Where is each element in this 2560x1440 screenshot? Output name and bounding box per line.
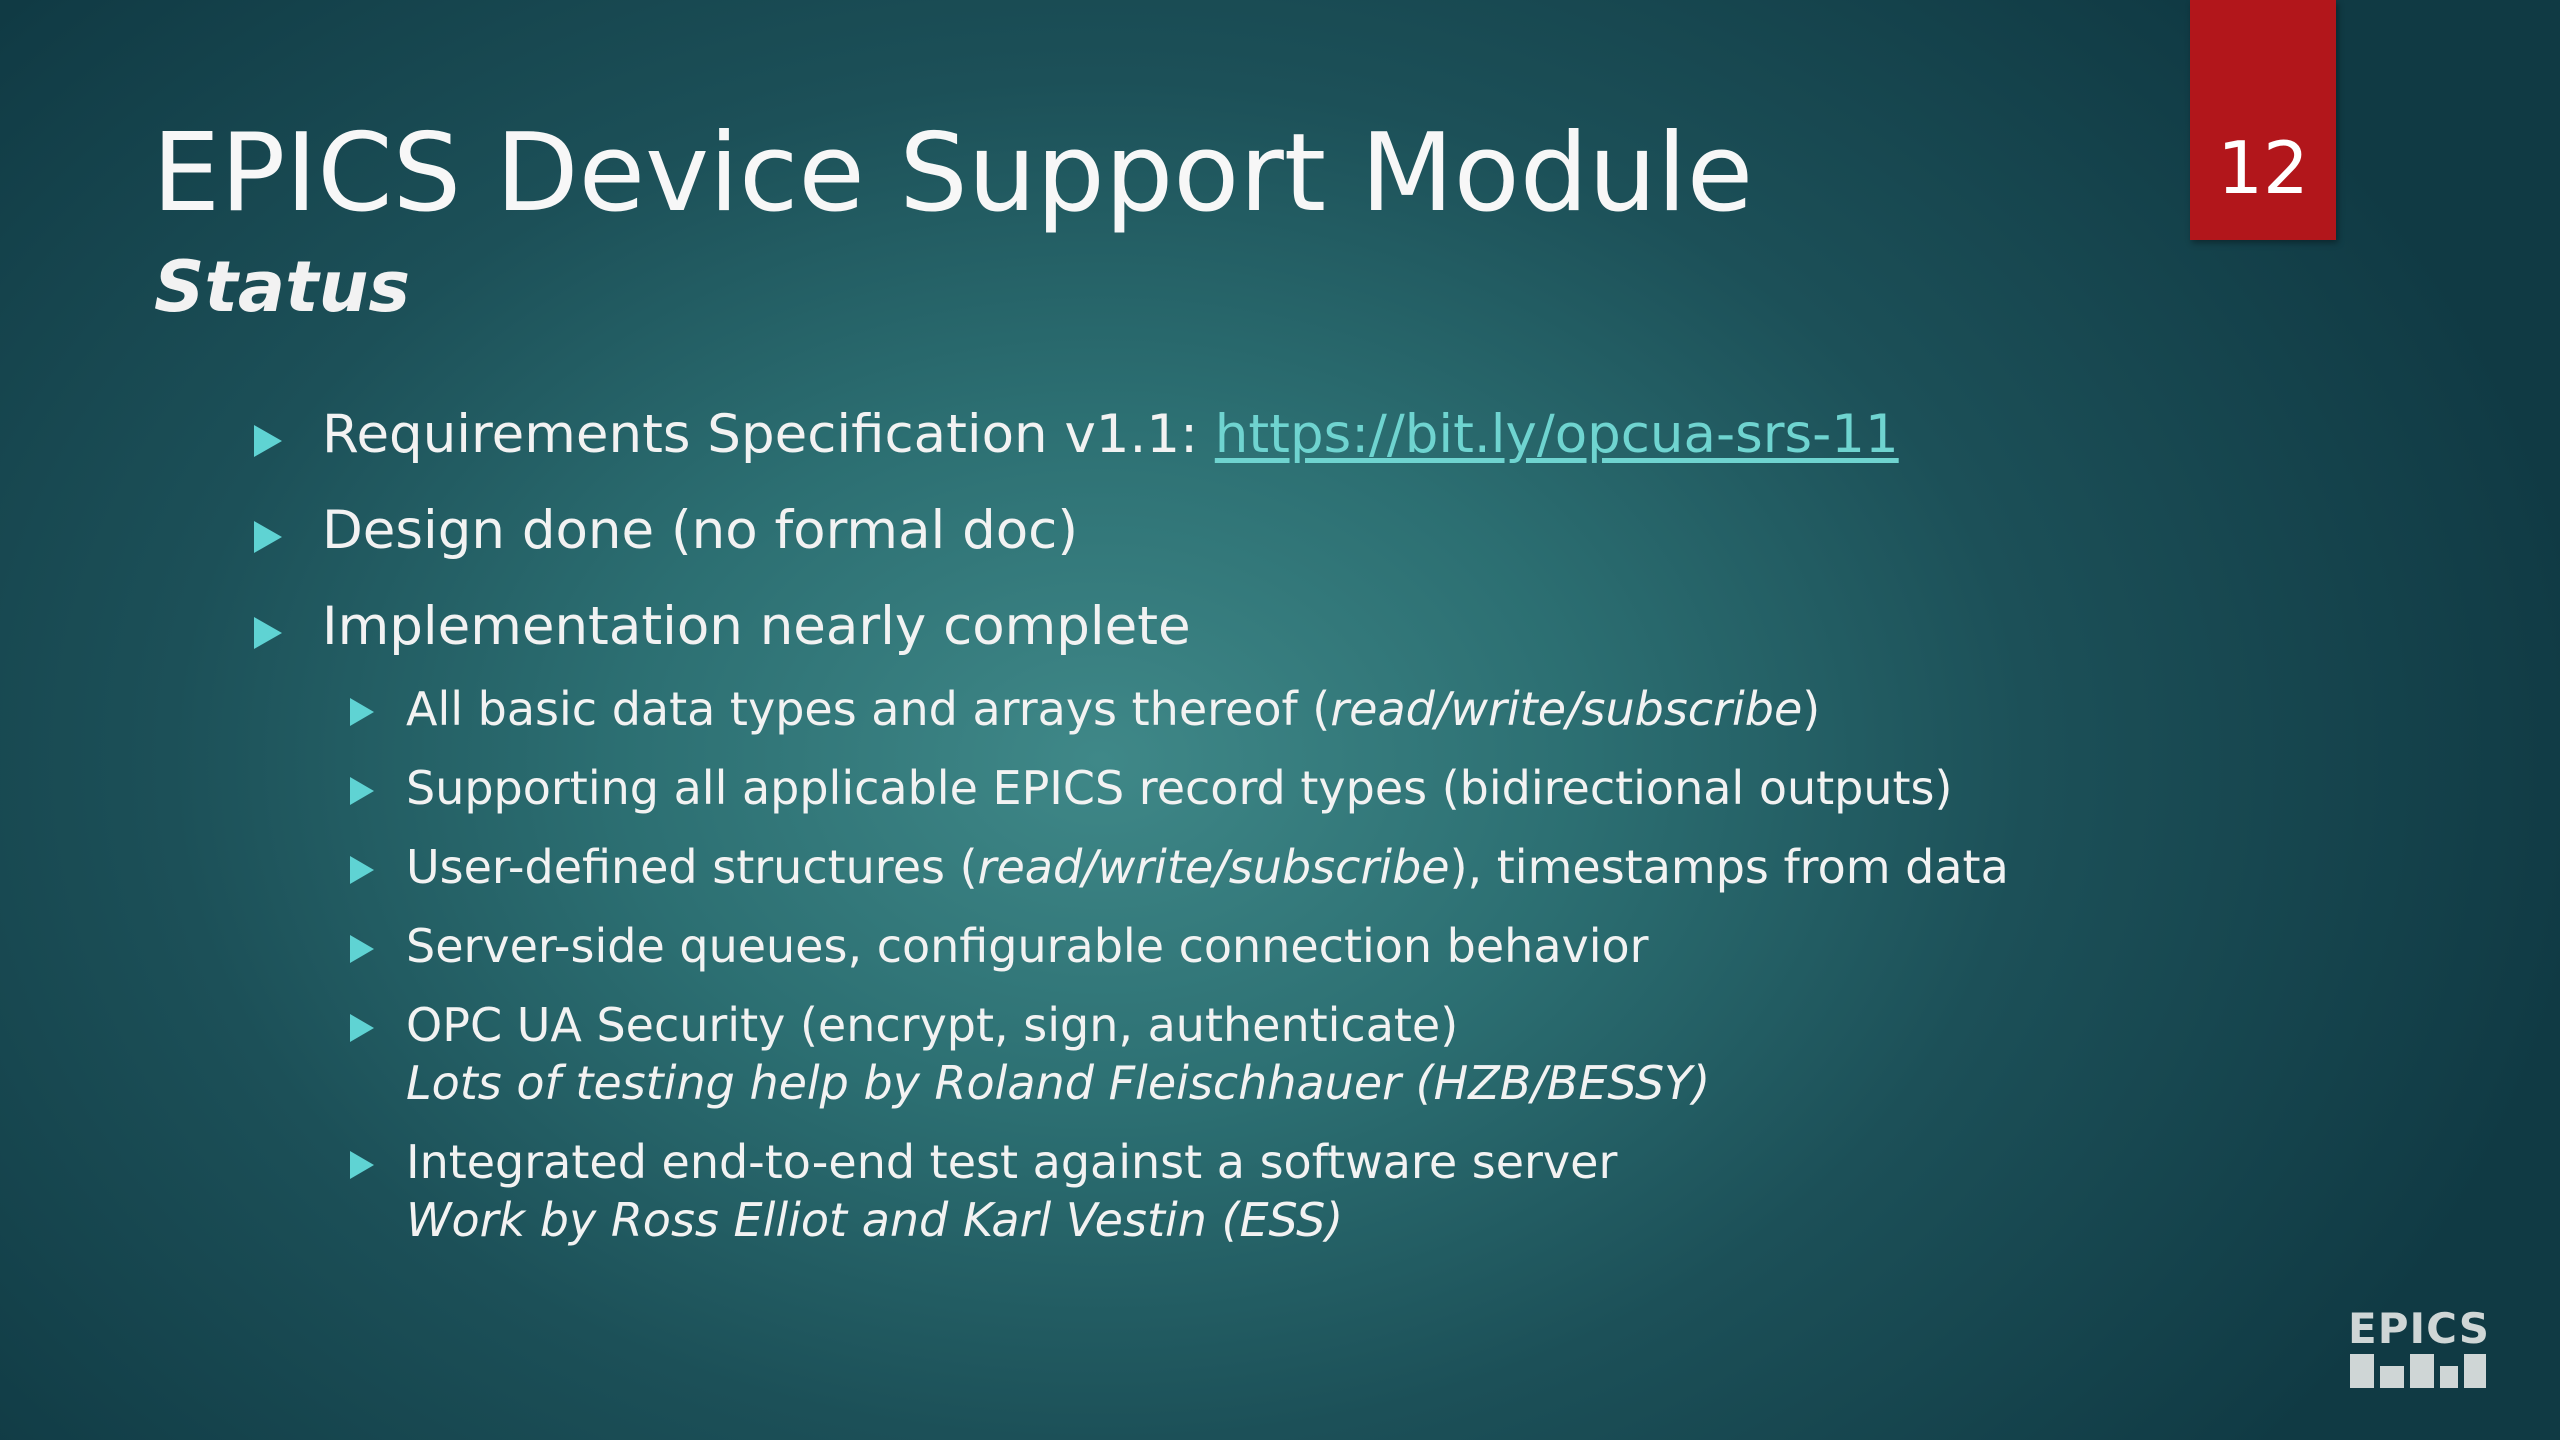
bullet-text: OPC UA Security (encrypt, sign, authenticate) [406, 998, 1459, 1052]
page-number: 12 [2217, 126, 2309, 210]
logo-bar-segment [2464, 1354, 2486, 1388]
logo-bar-segment [2440, 1366, 2458, 1388]
bullet-arrow-icon [350, 856, 374, 884]
bullet-design [322, 500, 1078, 562]
bullet-arrow-icon [254, 617, 282, 649]
bullet-text: All basic data types and arrays thereof ( [406, 682, 1331, 736]
bullet-text: Design done (no formal doc) [322, 500, 1079, 561]
bullet-text: User-defined structures ( [406, 840, 978, 894]
bullet-requirements [322, 404, 1899, 466]
bullet-end-to-end-test [406, 1133, 1617, 1249]
bullet-security [406, 996, 1710, 1112]
logo-bar-segment [2350, 1354, 2374, 1388]
bullet-structures [406, 838, 2009, 896]
bullet-text-italic: read/write/subscribe [977, 840, 1450, 894]
bullet-text: Supporting all applicable EPICS record types (bidirectional outputs) [406, 761, 1953, 815]
bullet-arrow-icon [350, 935, 374, 963]
bullet-arrow-icon [350, 1014, 374, 1042]
bullet-text: Requirements Specification v1.1: [322, 404, 1215, 465]
epics-logo [2348, 1306, 2488, 1388]
epics-logo-text: EPICS [2348, 1304, 2490, 1353]
bullet-arrow-icon [350, 1151, 374, 1179]
bullet-text: ) [1802, 682, 1821, 736]
bullet-text: Integrated end-to-end test against a software server [406, 1135, 1618, 1189]
bullet-implementation [322, 596, 1191, 658]
bullet-queues [406, 917, 1649, 975]
requirements-link[interactable]: https://bit.ly/opcua-srs-11 [1214, 404, 1899, 465]
bullet-text: ), timestamps from data [1449, 840, 2009, 894]
logo-bar-segment [2410, 1354, 2434, 1388]
bullet-arrow-icon [254, 425, 282, 457]
bullet-text: Server-side queues, configurable connection behavior [406, 919, 1649, 973]
bullet-text: Implementation nearly complete [322, 596, 1191, 657]
bullet-data-types [406, 680, 1820, 738]
bullet-arrow-icon [350, 698, 374, 726]
bullet-arrow-icon [350, 777, 374, 805]
bullet-record-types [406, 759, 1952, 817]
slide-title: EPICS Device Support Module [152, 111, 1754, 236]
logo-bar-segment [2380, 1366, 2404, 1388]
bullet-note: Lots of testing help by Roland Fleischhauer (HZB/BESSY) [406, 1056, 1711, 1110]
bullet-note: Work by Ross Elliot and Karl Vestin (ESS) [406, 1193, 1344, 1247]
bullet-text-italic: read/write/subscribe [1330, 682, 1803, 736]
slide-subtitle: Status [154, 246, 411, 328]
bullet-arrow-icon [254, 521, 282, 553]
